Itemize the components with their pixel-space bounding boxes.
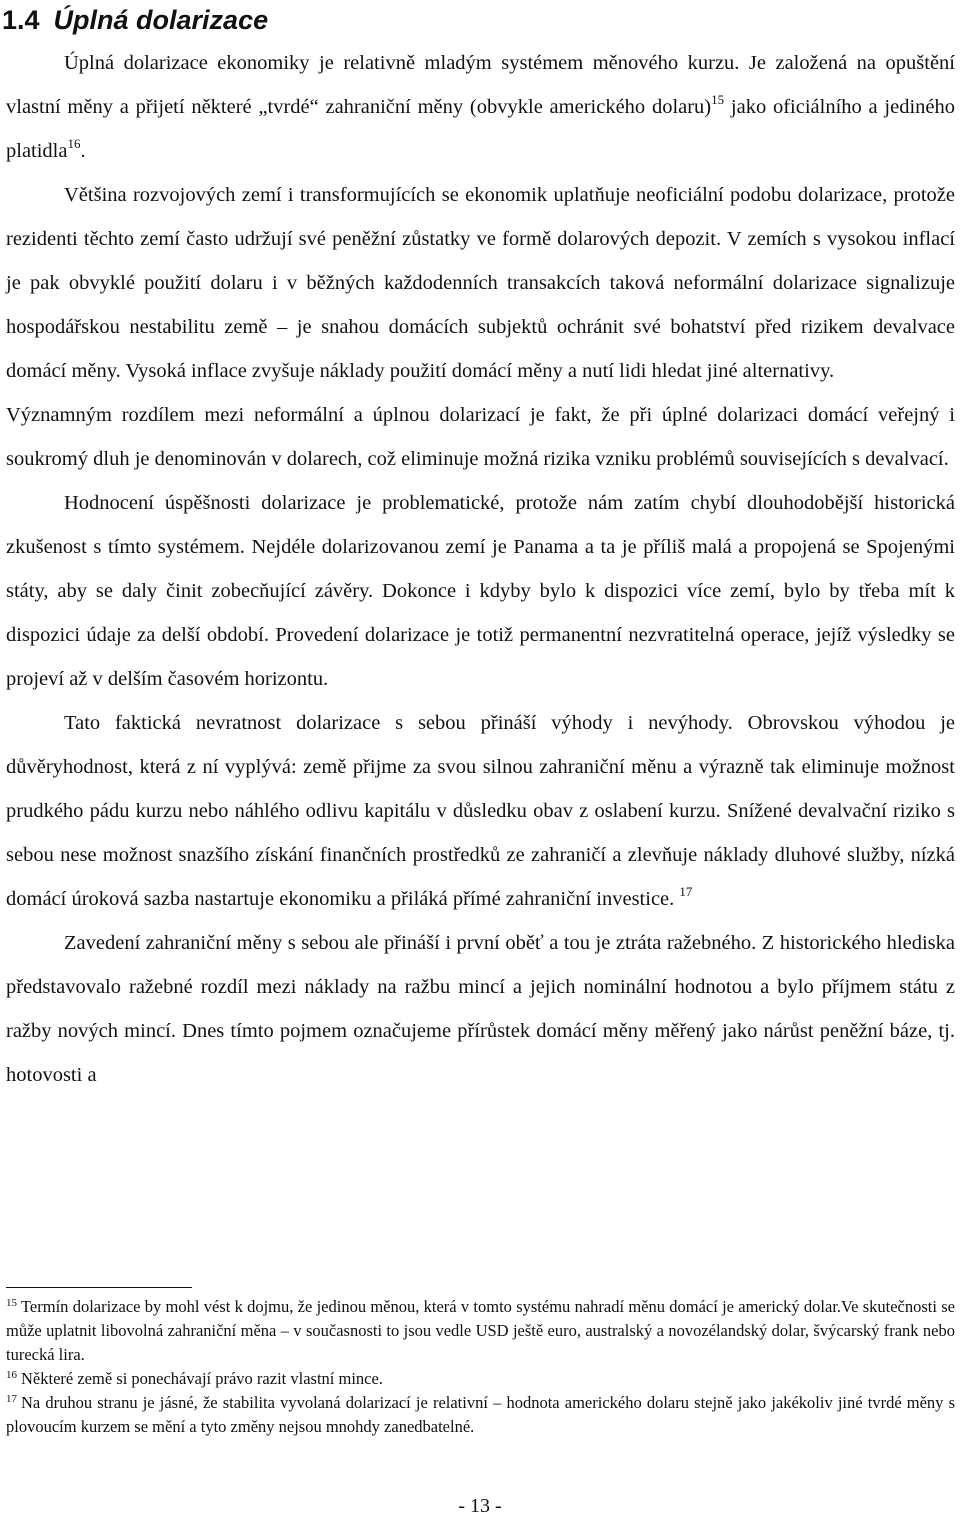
paragraph-5 — [6, 701, 955, 921]
paragraph-text: Zavedení zahraniční měny s sebou ale přináší i první oběť a tou je ztráta ražebného. Z historického hlediska představovalo ražebné rozdíl mezi náklady na ražbu mincí a jejich nominální hodnotou a bylo příjmem státu z ražby nových mincí. Dnes tímto pojmem označujeme přírůstek domácí měny měřený jako nárůst peněžní báze, tj. hotovosti a — [6, 932, 955, 1086]
paragraph-text: Hodnocení úspěšnosti dolarizace je problematické, protože nám zatím chybí dlouhodobější historická zkušenost s tímto systémem. Nejdéle dolarizovanou zemí je Panama a ta je příliš malá a propojená se Spojenými státy, aby se daly činit zobecňující závěry. Dokonce i kdyby bylo k dispozici více zemí, bylo by třeba mít k dispozici údaje za delší období. Provedení dolarizace je totiž permanentní nezvratitelná operace, jejíž výsledky se projeví až v delším časovém horizontu. — [6, 492, 955, 690]
footnote-text: Na druhou stranu je jásné, že stabilita vyvolaná dolarizací je relativní – hodnota amerického dolaru stejně jako jakékoliv jiné tvrdé měny s plovoucím kurzem se mění a tyto změny nejsou mnohdy zanedbatelné. — [6, 1393, 955, 1436]
paragraph-4 — [6, 481, 955, 701]
footnote-ref-16: 16 — [67, 136, 81, 151]
footnote-17 — [6, 1391, 955, 1439]
footnote-separator — [6, 1287, 192, 1288]
footnote-number: 16 — [6, 1369, 17, 1381]
footnote-number: 15 — [6, 1297, 17, 1309]
footnote-15 — [6, 1295, 955, 1367]
paragraph-text: Tato faktická nevratnost dolarizace s sebou přináší výhody i nevýhody. Obrovskou výhodou je důvěryhodnost, která z ní vyplývá: země přijme za svou silnou zahraniční měnu a výrazně tak eliminuje možnost prudkého pádu kurzu nebo náhlého odlivu kapitálu v důsledku obav z oslabení kurzu. Snížené devalvační riziko s sebou nese možnost snazšího získání finančních prostředků ze zahraničí a zlevňuje náklady dluhové služby, nízká domácí úroková sazba nastartuje ekonomiku a přiláká přímé zahraniční investice. — [6, 712, 955, 910]
footnote-ref-15: 15 — [711, 92, 725, 107]
paragraph-text: . — [80, 140, 86, 162]
section-number: 1.4 — [2, 5, 40, 35]
paragraph-text: Úplná dolarizace ekonomiky je relativně mladým systémem měnového kurzu. Je založená na opuštění vlastní měny a přijetí některé „tvrdé“ zahraniční měny (obvykle amerického dolaru) — [6, 52, 955, 118]
paragraph-6 — [6, 921, 955, 1097]
section-title: Úplná dolarizace — [53, 5, 269, 35]
paragraph-2 — [6, 173, 955, 393]
footnote-ref-17: 17 — [679, 884, 693, 899]
paragraph-text: jako oficiálního a jediného platidla — [6, 96, 955, 162]
section-heading — [2, 2, 268, 38]
page-number: - 13 - — [458, 1495, 502, 1517]
paragraph-1 — [6, 41, 955, 173]
footnote-16 — [6, 1367, 955, 1391]
paragraph-3 — [6, 393, 955, 481]
footnote-text: Termín dolarizace by mohl vést k dojmu, že jedinou měnou, která v tomto systému nahradí měnu domácí je americký dolar.Ve skutečnosti se může uplatnit libovolná zahraniční měna – v současnosti to jsou vedle USD ještě euro, australský a novozélandský dolar, švýcarský frank nebo turecká lira. — [6, 1297, 955, 1364]
footnotes — [6, 1295, 955, 1439]
paragraph-text: Většina rozvojových zemí i transformujících se ekonomik uplatňuje neoficiální podobu dolarizace, protože rezidenti těchto zemí často udržují své peněžní zůstatky ve formě dolarových depozit. V zemích s vysokou inflací je pak obvyklé použití dolaru i v běžných každodenních transakcích taková neformální dolarizace signalizuje hospodářskou nestabilitu země – je snahou domácích subjektů ochránit své bohatství před rizikem devalvace domácí měny. Vysoká inflace zvyšuje náklady použití domácí měny a nutí lidi hledat jiné alternativy. — [6, 184, 955, 382]
paragraph-text: Významným rozdílem mezi neformální a úplnou dolarizací je fakt, že při úplné dolarizaci domácí veřejný i soukromý dluh je denominován v dolarech, což eliminuje možná rizika vzniku problémů souvisejících s devalvací. — [6, 404, 955, 470]
body-text — [6, 41, 955, 1097]
footnote-text: Některé země si ponechávají právo razit vlastní mince. — [21, 1369, 383, 1388]
footnote-number: 17 — [6, 1393, 17, 1405]
